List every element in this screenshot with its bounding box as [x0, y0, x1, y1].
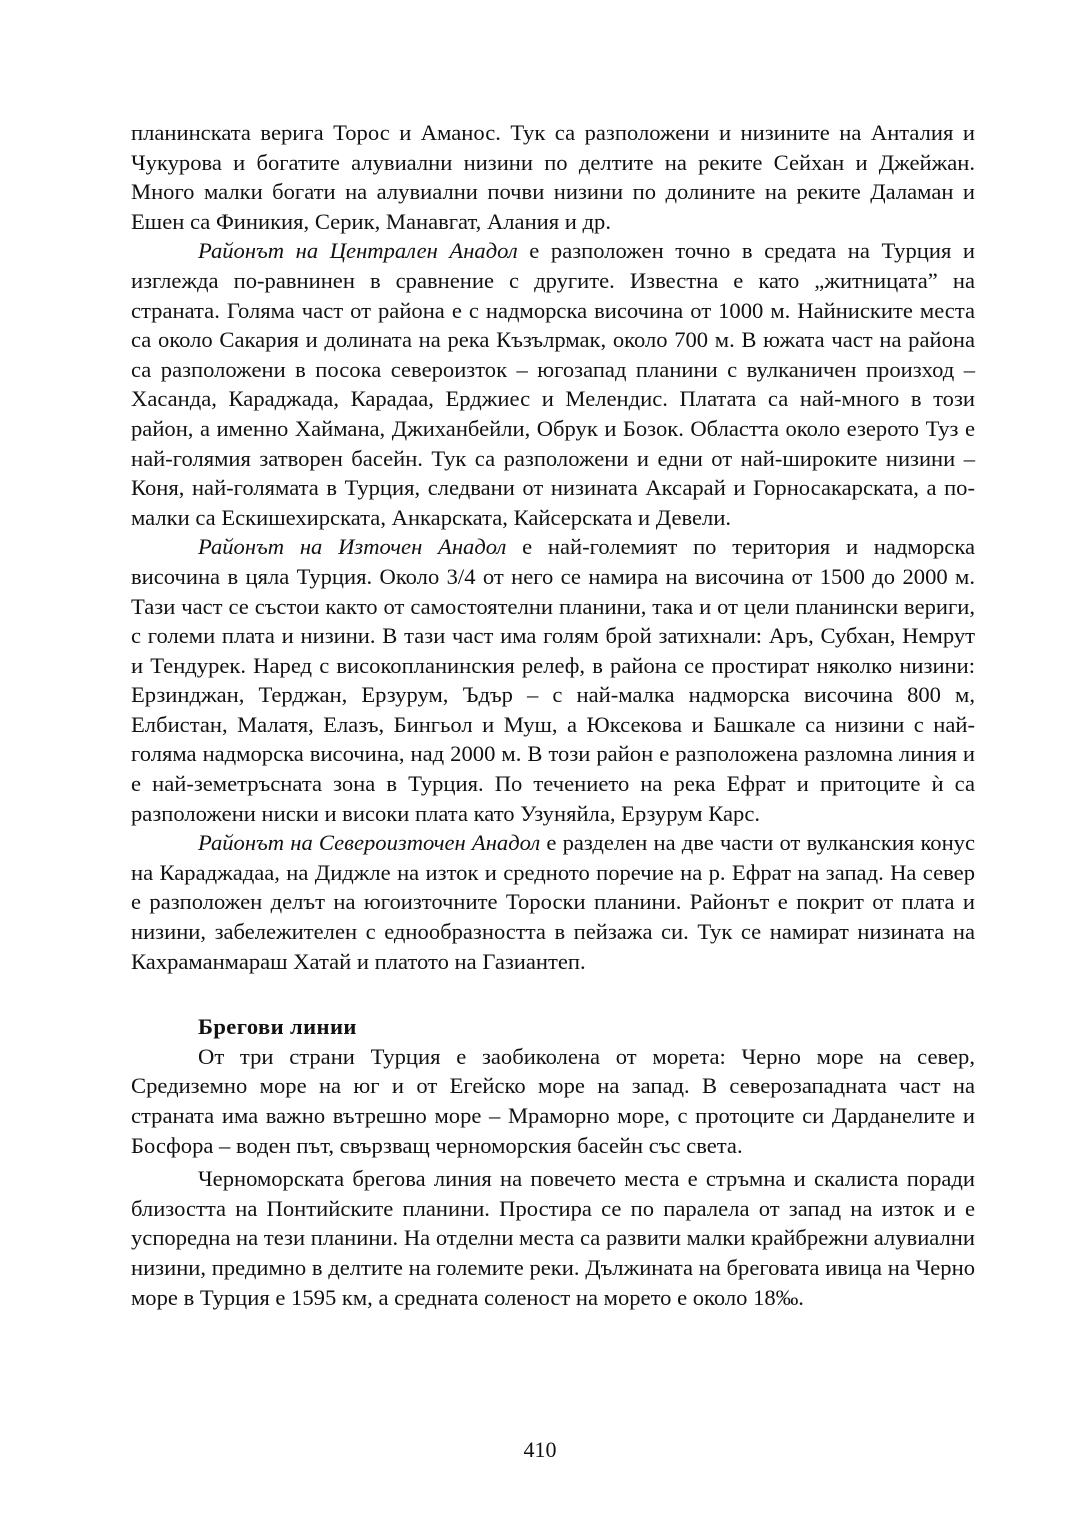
region-title-northeast-anatolia: Районът на Североизточен Анадол	[198, 830, 541, 856]
region-title-central-anatolia: Районът на Централен Анадол	[198, 238, 518, 264]
paragraph-text: е разделен на две части от вулканския конус на Караджадаа, на Диджле на изток и средното поречие на р. Ефрат на запад. На север е разположен делът на югоизточните Тороски планини. Районът е покрит от плата и низини, забележителен с еднообразността в пейзажа си. Тук се намират низината на Кахраманмараш Хатай и платото на Газиантеп.	[131, 830, 975, 974]
paragraph-torus-continuation	[131, 118, 975, 236]
paragraph-eastern-anatolia	[131, 532, 975, 828]
section-heading-coastlines: Брегови линии	[198, 1014, 357, 1040]
paragraph-three-seas: От три страни Турция е заобиколена от морета: Черно море на север, Средиземно море на юг и от Егейско море на запад. В северозападната част на страната има важно вътрешно море – Мраморно море, с протоците си Дарданелите и Босфора – воден път, свързващ черноморския басейн със света.	[131, 1043, 975, 1158]
paragraph-central-anatolia	[131, 236, 975, 532]
paragraph-northeast-anatolia	[131, 828, 975, 976]
region-title-eastern-anatolia: Районът на Източен Анадол	[198, 534, 507, 560]
paragraph-text: планинската верига Торос и Аманос. Тук са разположени и низините на Анталия и Чукурова и богатите алувиални низини по делтите на реките Сейхан и Джейжан. Много малки богати на алувиални почви низини по долините на реките Даламан и Ешен са Финикия, Серик, Манавгат, Алания и др.	[131, 120, 975, 234]
paragraph-black-sea-coast: Черноморската брегова линия на повечето места е стръмна и скалиста поради близостта на Понтийските планини. Простира се по паралела от запад на изток и е успоредна на тези планини. На отделни места са развити малки крайбрежни алувиални низини, предимно в делтите на големите реки. Дължината на бреговата ивица на Черно море в Турция е 1595 км, а средната соленост на морето е около 18‰.	[131, 1166, 975, 1310]
paragraph-text: е разположен точно в средата на Турция и изглежда по-равнинен в сравнение с другите. Известна е като „житницата” на страната. Голяма част от района е с надморска височина от 1000 м. Найниските места са около Сакария и долината на река Къзълрмак, около 700 м. В южата част на района са разположени в посока североизток – югозапад планини с вулканичен произход – Хасанда, Караджада, Карадаа, Ерджиес и Мелендис. Платата са най-много в този район, а именно Хаймана, Джиханбейли, Обрук и Бозок. Областта около езерото Туз е най-голямия затворен басейн. Тук са разположени и едни от най-широките низини – Коня, най-голямата в Турция, следвани от низината Аксарай и Горносакарската, а по-малки са Ескишехирската, Анкарската, Кайсерската и Девели.	[131, 238, 975, 530]
paragraph-text: е най-големият по територия и надморска височина в цяла Турция. Около 3/4 от него се намира на височина от 1500 до 2000 м. Тази част се състои както от самостоятелни планини, така и от цели планински вериги, с големи плата и низини. В тази част има голям брой затихнали: Аръ, Субхан, Немрут и Тендурек. Наред с високопланинския релеф, в района се простират няколко низини: Ерзинджан, Терджан, Ерзурум, Ъдър – с най-малка надморска височина 800 м, Елбистан, Малатя, Елазъ, Бингьол и Муш, а Юксекова и Башкале са низини с най-голяма надморска височина, над 2000 м. В този район е разположена разломна линия и е най-земетръсната зона в Турция. По течението на река Ефрат и притоците ѝ са разположени ниски и високи плата като Узуняйла, Ерзурум Карс.	[131, 534, 975, 826]
page-number: 410	[523, 1437, 557, 1462]
body-text	[131, 118, 975, 1312]
